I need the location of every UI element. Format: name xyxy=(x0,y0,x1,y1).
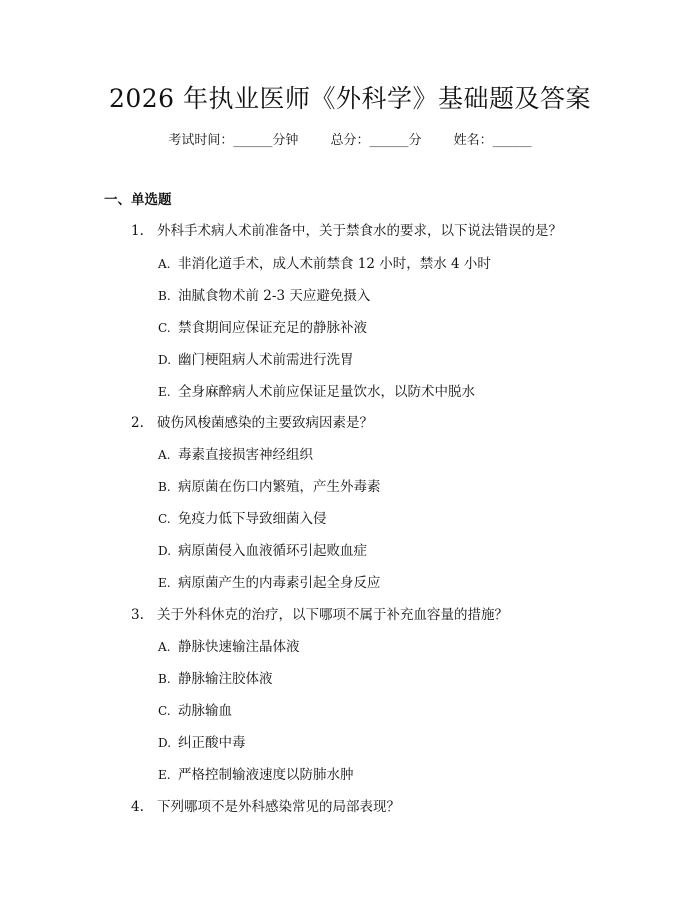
option-text: 毒素直接损害神经组织 xyxy=(178,447,313,463)
section-heading: 一、单选题 xyxy=(104,192,172,208)
option-letter: D. xyxy=(158,544,172,558)
question-number: 3. xyxy=(131,607,144,623)
option-letter: E. xyxy=(158,576,171,590)
option xyxy=(158,382,475,402)
option-text: 静脉输注胶体液 xyxy=(178,671,273,687)
option-letter: B. xyxy=(158,289,171,303)
option-text: 严格控制输液速度以防肺水肿 xyxy=(178,767,354,783)
question-number: 1. xyxy=(131,223,144,239)
option xyxy=(158,477,381,497)
question-text: 外科手术病人术前准备中，关于禁食水的要求，以下说法错误的是？ xyxy=(157,223,562,239)
question-number: 2. xyxy=(131,415,144,431)
question-text: 破伤风梭菌感染的主要致病因素是？ xyxy=(157,415,373,431)
exam-time-field: 考试时间：______分钟 xyxy=(168,133,299,148)
total-score-field: 总分：______分 xyxy=(330,133,422,148)
option-letter: E. xyxy=(158,385,171,399)
exam-info xyxy=(0,131,700,151)
question xyxy=(131,221,562,241)
option xyxy=(158,541,367,561)
name-field: 姓名：______ xyxy=(453,133,532,148)
question-text: 关于外科休克的治疗，以下哪项不属于补充血容量的措施？ xyxy=(157,607,508,623)
option-text: 动脉输血 xyxy=(178,703,232,719)
option-text: 非消化道手术，成人术前禁食 12 小时，禁水 4 小时 xyxy=(178,256,491,272)
option-text: 纠正酸中毒 xyxy=(178,735,246,751)
option-text: 幽门梗阻病人术前需进行洗胃 xyxy=(178,352,354,368)
option xyxy=(158,733,246,753)
question xyxy=(131,413,373,433)
option xyxy=(158,637,300,657)
option-letter: A. xyxy=(158,448,171,462)
option-text: 禁食期间应保证充足的静脉补液 xyxy=(178,320,367,336)
option xyxy=(158,701,232,721)
option xyxy=(158,765,354,785)
option-letter: A. xyxy=(158,257,171,271)
question-text: 下列哪项不是外科感染常见的局部表现？ xyxy=(157,799,400,815)
option-letter: B. xyxy=(158,672,171,686)
option-text: 油腻食物术前 2-3 天应避免摄入 xyxy=(178,288,371,304)
question-number: 4. xyxy=(131,799,144,815)
question xyxy=(131,797,400,817)
option-text: 全身麻醉病人术前应保证足量饮水，以防术中脱水 xyxy=(178,384,475,400)
option xyxy=(158,286,370,306)
option-text: 免疫力低下导致细菌入侵 xyxy=(178,511,327,527)
option-letter: D. xyxy=(158,353,172,367)
question xyxy=(131,605,508,625)
option-text: 病原菌在伤口内繁殖，产生外毒素 xyxy=(178,479,381,495)
option-letter: E. xyxy=(158,768,171,782)
option xyxy=(158,445,313,465)
option-letter: C. xyxy=(158,512,171,526)
option-letter: A. xyxy=(158,640,171,654)
option xyxy=(158,669,273,689)
option xyxy=(158,318,367,338)
option-letter: C. xyxy=(158,321,171,335)
option-text: 病原菌产生的内毒素引起全身反应 xyxy=(178,575,381,591)
option xyxy=(158,573,381,593)
option xyxy=(158,254,491,274)
option-letter: D. xyxy=(158,736,172,750)
option-letter: C. xyxy=(158,704,171,718)
option xyxy=(158,509,327,529)
option xyxy=(158,350,354,370)
option-text: 病原菌侵入血液循环引起败血症 xyxy=(178,543,367,559)
option-text: 静脉快速输注晶体液 xyxy=(178,639,300,655)
document-title: 2026 年执业医师《外科学》基础题及答案 xyxy=(108,84,592,113)
option-letter: B. xyxy=(158,480,171,494)
